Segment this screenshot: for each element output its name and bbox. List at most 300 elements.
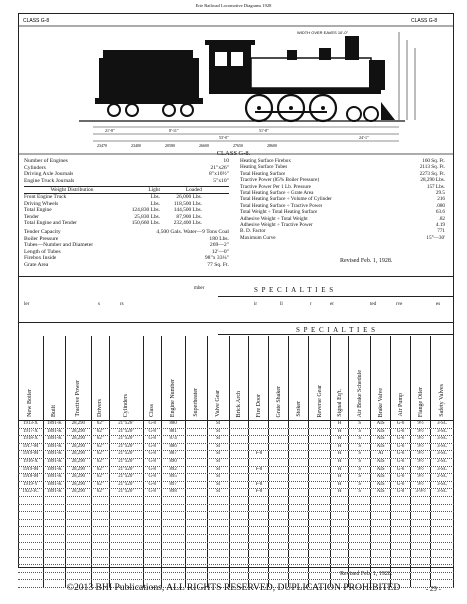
table-cell: S <box>349 421 371 428</box>
partial-label: s <box>98 302 100 307</box>
table-cell: AIS <box>371 467 391 474</box>
table-cell <box>309 512 331 519</box>
table-cell: F-8 <box>249 467 269 474</box>
table-cell <box>66 535 92 542</box>
partial-label: ted <box>370 302 377 307</box>
table-cell <box>269 520 289 527</box>
table-cell <box>144 543 162 550</box>
spec-row: Heating Surface Firebox 160 Sq. Ft. <box>240 158 445 164</box>
table-cell: AIS <box>371 459 391 466</box>
table-cell <box>110 573 144 580</box>
table-cell: H <box>331 429 349 436</box>
table-cell: 21"x26" <box>110 489 144 496</box>
table-cell: 1891-K <box>44 451 66 458</box>
spec-row: Length of Tubes 12'—0" <box>24 248 229 255</box>
table-cell <box>269 467 289 474</box>
table-cell <box>230 459 250 466</box>
table-cell <box>186 436 208 443</box>
table-row <box>18 497 454 505</box>
table-cell: 62" <box>92 436 110 443</box>
table-cell <box>411 512 431 519</box>
left-bottom-specs <box>24 229 229 269</box>
table-cell <box>230 451 250 458</box>
table-cell <box>66 527 92 534</box>
table-cell: G-8 <box>144 489 162 496</box>
table-cell <box>431 505 454 512</box>
table-cell <box>249 459 269 466</box>
table-cell: S <box>349 482 371 489</box>
table-cell: 9½ <box>411 429 431 436</box>
table-cell <box>144 558 162 565</box>
table-cell <box>110 497 144 504</box>
table-cell <box>208 573 230 580</box>
table-cell <box>230 489 250 496</box>
table-row <box>18 429 454 437</box>
table-cell: G-6 <box>391 451 411 458</box>
table-cell <box>331 543 349 550</box>
table-cell <box>289 535 309 542</box>
table-cell: 1916-X <box>18 459 44 466</box>
table-cell: 62" <box>92 489 110 496</box>
partial-label: er <box>330 302 334 307</box>
table-cell: 895 <box>162 474 186 481</box>
table-cell <box>289 482 309 489</box>
table-cell <box>371 520 391 527</box>
table-cell <box>144 535 162 542</box>
table-cell: 21"x26" <box>110 429 144 436</box>
table-cell <box>144 550 162 557</box>
table-row <box>18 451 454 459</box>
table-cell <box>44 573 66 580</box>
table-cell <box>144 505 162 512</box>
table-cell <box>249 520 269 527</box>
table-cell: 28,290 <box>66 444 92 451</box>
table-cell: 9½ <box>411 421 431 428</box>
table-cell <box>44 535 66 542</box>
spec-row: Total Heating Surface ÷ Grate Area 29.5 <box>240 190 445 197</box>
revised-note-top: Revised Feb. 1, 1928. <box>340 258 393 264</box>
copyright-footer: ©2013 BHI Publications, ALL RIGHTS RESERVED, DUPLICATION PROHIBITED <box>66 582 401 593</box>
table-cell <box>349 535 371 542</box>
table-cell <box>391 505 411 512</box>
table-cell: 1918-X <box>18 436 44 443</box>
table-cell: 898 <box>162 489 186 496</box>
table-cell: St <box>208 467 230 474</box>
boiler <box>251 58 371 88</box>
table-cell <box>249 474 269 481</box>
table-cell <box>391 497 411 504</box>
table-cell: 3-SC <box>431 482 454 489</box>
table-cell: 1922-JC <box>18 489 44 496</box>
table-cell <box>186 474 208 481</box>
table-cell <box>44 512 66 519</box>
table-cell <box>349 543 371 550</box>
table-cell: 1919-Y <box>18 482 44 489</box>
class-label-left: CLASS G-8 <box>23 18 50 24</box>
weight-row: Tender 25,830 Lbs. 87,900 Lbs. <box>24 213 202 220</box>
table-cell: 62" <box>92 482 110 489</box>
table-cell: S <box>349 451 371 458</box>
table-cell <box>309 565 331 572</box>
table-cell <box>92 527 110 534</box>
table-cell <box>289 497 309 504</box>
table-cell <box>18 573 44 580</box>
table-cell <box>208 565 230 572</box>
table-cell: 28,290 <box>66 489 92 496</box>
cab <box>209 44 251 94</box>
table-row <box>18 489 454 497</box>
table-cell: AIS <box>371 421 391 428</box>
table-cell <box>44 520 66 527</box>
table-cell: 62" <box>92 459 110 466</box>
table-cell <box>110 527 144 534</box>
table-cell: 1913-X <box>18 421 44 428</box>
table-cell <box>208 505 230 512</box>
table-cell <box>230 573 250 580</box>
table-cell <box>92 550 110 557</box>
table-cell: 1917-M <box>18 444 44 451</box>
table-cell <box>66 520 92 527</box>
table-cell: 1891-K <box>44 436 66 443</box>
smokestack <box>345 36 359 60</box>
table-cell <box>249 444 269 451</box>
table-cell <box>186 573 208 580</box>
table-row <box>18 527 454 535</box>
table-cell <box>186 535 208 542</box>
table-cell: 1917-X <box>18 429 44 436</box>
locomotive-diagram <box>19 14 453 156</box>
table-cell: 21"x26" <box>110 451 144 458</box>
table-cell: G-6 <box>391 421 411 428</box>
table-cell <box>249 527 269 534</box>
table-cell <box>44 558 66 565</box>
table-cell <box>289 489 309 496</box>
table-cell <box>186 421 208 428</box>
table-cell <box>186 497 208 504</box>
table-cell <box>269 474 289 481</box>
table-cell <box>289 573 309 580</box>
table-cell <box>269 512 289 519</box>
table-cell: 9½ <box>411 459 431 466</box>
spec-row: Total Heating Surface ÷ Volume of Cylinder 216 <box>240 196 445 203</box>
table-cell: 1891-K <box>44 429 66 436</box>
column-header: Stoker <box>289 336 309 420</box>
table-cell <box>92 505 110 512</box>
table-cell: H <box>331 482 349 489</box>
partial-label: rve <box>396 302 403 307</box>
column-header: Reverse Gear <box>309 336 331 420</box>
table-cell <box>289 459 309 466</box>
table-cell <box>391 550 411 557</box>
table-cell <box>249 535 269 542</box>
table-cell <box>269 459 289 466</box>
partial-label: es <box>436 302 441 307</box>
table-cell <box>331 520 349 527</box>
column-header: Drivers <box>92 336 110 420</box>
table-cell: 881 <box>162 429 186 436</box>
table-cell <box>269 527 289 534</box>
column-header: Cylinders <box>110 336 144 420</box>
table-cell <box>289 550 309 557</box>
table-cell <box>186 550 208 557</box>
table-cell: 2-SC <box>431 474 454 481</box>
table-cell <box>371 512 391 519</box>
table-cell <box>309 535 331 542</box>
table-cell <box>18 565 44 572</box>
table-cell <box>230 527 250 534</box>
table-cell: H <box>331 459 349 466</box>
table-cell <box>249 429 269 436</box>
table-cell <box>269 421 289 428</box>
dim-bottom-1: 23470 <box>97 143 107 148</box>
column-header-row <box>18 336 454 421</box>
table-cell <box>249 497 269 504</box>
table-cell <box>18 505 44 512</box>
table-cell <box>66 558 92 565</box>
table-cell <box>289 436 309 443</box>
column-header: Flange Oiler <box>411 336 431 420</box>
table-cell <box>18 535 44 542</box>
data-table <box>18 421 454 588</box>
table-cell: St <box>208 451 230 458</box>
table-cell <box>18 527 44 534</box>
table-cell: 9½ <box>411 482 431 489</box>
table-cell <box>431 558 454 565</box>
table-cell <box>289 512 309 519</box>
table-cell: F-8 <box>249 489 269 496</box>
table-cell <box>230 467 250 474</box>
partial-label: ir <box>254 302 258 307</box>
weight-row: Total Engine and Tender 150,660 Lbs. 232,400 Lbs. <box>24 220 202 227</box>
table-cell: 3-SC <box>431 436 454 443</box>
table-cell: 3-SC <box>431 467 454 474</box>
dim-bottom-6: 28600 <box>267 143 277 148</box>
table-cell: St <box>208 482 230 489</box>
table-cell: G-8 <box>144 429 162 436</box>
table-cell <box>230 558 250 565</box>
table-cell <box>162 505 186 512</box>
table-cell <box>249 550 269 557</box>
table-cell <box>391 527 411 534</box>
dim-bottom-3: 20580 <box>165 143 175 148</box>
table-cell <box>144 573 162 580</box>
table-cell <box>18 497 44 504</box>
column-header: Air Brake Schedule <box>349 336 371 420</box>
table-cell: 62" <box>92 467 110 474</box>
spec-row: Engine Truck Journals 5"x10" <box>24 177 229 184</box>
table-cell <box>230 421 250 428</box>
table-cell: AIS <box>371 444 391 451</box>
table-cell: AIS <box>371 429 391 436</box>
table-cell: G-8 <box>144 459 162 466</box>
table-cell: G-6 <box>391 436 411 443</box>
table-cell: 28,290 <box>66 474 92 481</box>
spec-row: Tender Capacity 4,500 Gals. Water—9 Tons Coal <box>24 229 229 235</box>
table-cell: G-8 <box>144 482 162 489</box>
table-cell <box>230 497 250 504</box>
right-specs <box>240 158 445 241</box>
table-cell: 28,290 <box>66 467 92 474</box>
table-cell: G-8 <box>144 436 162 443</box>
table-cell <box>331 558 349 565</box>
table-cell <box>431 573 454 580</box>
table-cell: 3-SC <box>431 444 454 451</box>
table-cell <box>269 436 289 443</box>
table-cell: 1891-K <box>44 444 66 451</box>
spec-row: Tractive Power (85% Boiler Pressure) 28,290 Lbs. <box>240 177 445 184</box>
spec-row: Tubes—Number and Diameter 269—2" <box>24 242 229 249</box>
table-cell: 890 <box>162 459 186 466</box>
table-cell <box>431 527 454 534</box>
spec-row: Total Heating Surface ÷ Tractive Power .080 <box>240 202 445 209</box>
table-cell <box>309 474 331 481</box>
table-cell <box>110 558 144 565</box>
table-cell: 1918-M <box>18 474 44 481</box>
section-divider <box>18 276 454 277</box>
table-cell <box>411 550 431 557</box>
spec-row: Tractive Power Per 1 Lb. Pressure 157 Lbs. <box>240 183 445 190</box>
table-cell <box>230 543 250 550</box>
spec-row: Boiler Pressure 180 Lbs. <box>24 235 229 242</box>
table-cell <box>331 512 349 519</box>
table-cell <box>208 550 230 557</box>
table-cell: 62" <box>92 421 110 428</box>
table-cell <box>66 543 92 550</box>
table-cell <box>186 444 208 451</box>
table-cell <box>289 444 309 451</box>
spec-row: Maximum Curve 15°—30' <box>240 234 445 241</box>
upper-table-header <box>18 282 454 323</box>
table-cell <box>249 421 269 428</box>
table-cell <box>208 543 230 550</box>
dim-mid-4: 53'-0" <box>219 135 229 140</box>
spec-row: Heating Surface Tubes 2113 Sq. Ft. <box>240 164 445 171</box>
table-cell: H <box>331 451 349 458</box>
table-cell: 1891-K <box>44 482 66 489</box>
table-row <box>18 421 454 429</box>
spec-row: Number of Engines 10 <box>24 158 229 164</box>
table-cell <box>371 543 391 550</box>
table-cell <box>230 520 250 527</box>
table-cell <box>208 527 230 534</box>
table-cell: 880 <box>162 421 186 428</box>
dim-mid-2: 8'-11" <box>169 128 179 133</box>
table-cell <box>230 505 250 512</box>
table-cell <box>162 527 186 534</box>
table-cell <box>110 543 144 550</box>
table-cell <box>110 512 144 519</box>
table-cell: S <box>349 474 371 481</box>
table-cell: 62" <box>92 474 110 481</box>
table-cell <box>289 565 309 572</box>
column-header: New Boiler <box>18 336 44 420</box>
table-row <box>18 550 454 558</box>
table-cell <box>186 543 208 550</box>
table-cell <box>269 429 289 436</box>
class-title: CLASS G-8. <box>216 150 251 157</box>
table-cell: 28,290 <box>66 436 92 443</box>
spec-row: B. D. Factor 771 <box>240 228 445 235</box>
table-cell <box>349 550 371 557</box>
spec-row: Driving Axle Journals 8"x10½" <box>24 171 229 178</box>
table-cell <box>431 565 454 572</box>
table-cell <box>309 573 331 580</box>
table-cell <box>230 444 250 451</box>
column-header: Class <box>144 336 162 420</box>
table-cell: St <box>208 444 230 451</box>
table-cell: 892 <box>162 467 186 474</box>
table-cell <box>391 520 411 527</box>
table-cell <box>391 535 411 542</box>
table-cell <box>331 497 349 504</box>
table-cell <box>309 451 331 458</box>
table-cell <box>18 543 44 550</box>
dim-mid-3: 51'-8" <box>259 128 269 133</box>
table-cell <box>44 497 66 504</box>
table-cell <box>230 512 250 519</box>
table-cell <box>431 512 454 519</box>
table-cell: AIS <box>371 474 391 481</box>
table-cell <box>66 497 92 504</box>
table-cell <box>230 535 250 542</box>
table-cell: 9½ <box>411 436 431 443</box>
table-cell <box>309 444 331 451</box>
table-cell <box>208 558 230 565</box>
table-cell <box>162 565 186 572</box>
partial-label: rs <box>120 302 124 307</box>
table-cell <box>249 512 269 519</box>
partial-label: r <box>310 302 312 307</box>
table-cell: 9½ <box>411 474 431 481</box>
table-cell <box>162 535 186 542</box>
table-cell <box>144 520 162 527</box>
table-cell <box>309 459 331 466</box>
table-cell <box>44 550 66 557</box>
table-cell <box>110 520 144 527</box>
column-header: Valve Gear <box>208 336 230 420</box>
table-cell <box>269 489 289 496</box>
table-cell <box>162 520 186 527</box>
table-cell <box>371 550 391 557</box>
table-cell <box>249 505 269 512</box>
table-cell <box>411 535 431 542</box>
table-row <box>18 505 454 513</box>
table-cell <box>289 505 309 512</box>
table-cell <box>269 543 289 550</box>
table-cell: 1891-K <box>44 489 66 496</box>
column-header: Safety Valves <box>431 336 454 420</box>
table-cell: 874 <box>162 436 186 443</box>
table-cell <box>309 497 331 504</box>
table-cell <box>411 527 431 534</box>
table-cell: 9½ <box>411 451 431 458</box>
table-cell <box>289 421 309 428</box>
table-cell: St <box>208 459 230 466</box>
table-row <box>18 558 454 566</box>
table-cell <box>289 558 309 565</box>
table-cell: 21"x26" <box>110 444 144 451</box>
table-cell: 1919-M <box>18 467 44 474</box>
table-cell <box>66 550 92 557</box>
width-over-eaves: WIDTH OVER EAVES 10'-0" <box>297 30 349 35</box>
table-cell <box>144 565 162 572</box>
dim-mid-5: 24'-1" <box>359 135 369 140</box>
table-cell: 21"x26" <box>110 421 144 428</box>
table-cell <box>66 565 92 572</box>
table-row <box>18 535 454 543</box>
table-cell: AIS <box>371 482 391 489</box>
spec-row: Adhesive Weight ÷ Total Weight .82 <box>240 215 445 222</box>
